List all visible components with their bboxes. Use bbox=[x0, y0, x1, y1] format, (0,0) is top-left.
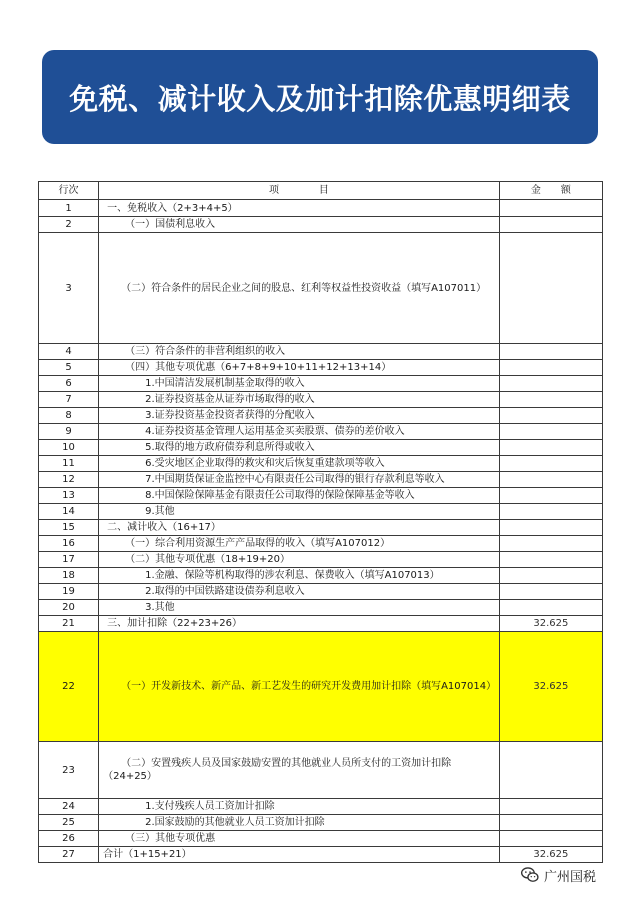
row-amount bbox=[499, 520, 602, 536]
row-item: （二）其他专项优惠（18+19+20） bbox=[125, 554, 291, 565]
row-item: （三）其他专项优惠 bbox=[125, 833, 216, 844]
row-item: 7.中国期货保证金监控中心有限责任公司取得的银行存款利息等收入 bbox=[145, 474, 445, 485]
row-item: （一）开发新技术、新产品、新工艺发生的研究开发费用加计扣除（填写A107014） bbox=[121, 681, 497, 692]
table-row bbox=[39, 424, 603, 440]
row-amount: 32.625 bbox=[499, 847, 602, 863]
page-title: 免税、减计收入及加计扣除优惠明细表 bbox=[69, 81, 571, 116]
row-number: 3 bbox=[39, 233, 99, 344]
row-amount bbox=[499, 815, 602, 831]
row-amount: 32.625 bbox=[499, 616, 602, 632]
table-row bbox=[39, 815, 603, 831]
watermark-text: 广州国税 bbox=[544, 869, 597, 885]
row-number: 19 bbox=[39, 584, 99, 600]
row-item: （一）国债利息收入 bbox=[125, 219, 216, 230]
row-number: 1 bbox=[39, 200, 99, 217]
row-amount bbox=[499, 233, 602, 344]
wechat-icon bbox=[520, 865, 540, 885]
title-banner bbox=[42, 50, 598, 144]
row-item: 3.证券投资基金投资者获得的分配收入 bbox=[145, 410, 315, 421]
row-item: 8.中国保险保障基金有限责任公司取得的保险保障基金等收入 bbox=[145, 490, 415, 501]
row-number: 17 bbox=[39, 552, 99, 568]
row-item: 9.其他 bbox=[145, 506, 175, 517]
row-item: （二）符合条件的居民企业之间的股息、红利等权益性投资收益（填写A107011） bbox=[121, 282, 487, 294]
row-item: 二、减计收入（16+17） bbox=[107, 522, 221, 533]
row-item: （二）安置残疾人员及国家鼓励安置的其他就业人员所支付的工资加计扣除（24+25） bbox=[103, 758, 452, 782]
row-amount bbox=[499, 504, 602, 520]
row-amount bbox=[499, 552, 602, 568]
row-amount bbox=[499, 217, 602, 233]
table-row bbox=[39, 456, 603, 472]
table-row-highlighted bbox=[39, 632, 603, 742]
row-item: 合计（1+15+21） bbox=[103, 849, 192, 860]
row-number: 13 bbox=[39, 488, 99, 504]
table-row bbox=[39, 217, 603, 233]
row-item: （三）符合条件的非营利组织的收入 bbox=[125, 346, 286, 357]
watermark bbox=[520, 862, 596, 888]
row-amount bbox=[499, 376, 602, 392]
row-item: 2.取得的中国铁路建设债券利息收入 bbox=[145, 586, 305, 597]
row-number: 22 bbox=[39, 632, 99, 742]
row-amount bbox=[499, 831, 602, 847]
row-amount bbox=[499, 424, 602, 440]
row-number: 10 bbox=[39, 440, 99, 456]
table-row bbox=[39, 742, 603, 799]
row-number: 16 bbox=[39, 536, 99, 552]
row-amount bbox=[499, 742, 602, 799]
row-amount bbox=[499, 536, 602, 552]
row-item: （四）其他专项优惠（6+7+8+9+10+11+12+13+14） bbox=[125, 362, 392, 373]
table-row bbox=[39, 520, 603, 536]
table-row-total bbox=[39, 847, 603, 863]
row-number: 27 bbox=[39, 847, 99, 863]
row-amount bbox=[499, 488, 602, 504]
table-row bbox=[39, 408, 603, 424]
table-row bbox=[39, 504, 603, 520]
row-item: 2.国家鼓励的其他就业人员工资加计扣除 bbox=[145, 817, 325, 828]
row-amount bbox=[499, 568, 602, 584]
table-row bbox=[39, 344, 603, 360]
table-row bbox=[39, 488, 603, 504]
row-number: 14 bbox=[39, 504, 99, 520]
table-row bbox=[39, 831, 603, 847]
row-item: 6.受灾地区企业取得的救灾和灾后恢复重建款项等收入 bbox=[145, 458, 385, 469]
row-amount bbox=[499, 408, 602, 424]
table-header-row bbox=[39, 182, 603, 200]
row-number: 18 bbox=[39, 568, 99, 584]
row-number: 8 bbox=[39, 408, 99, 424]
table-row bbox=[39, 536, 603, 552]
detail-table bbox=[38, 181, 603, 863]
row-number: 6 bbox=[39, 376, 99, 392]
row-number: 5 bbox=[39, 360, 99, 376]
row-amount bbox=[499, 344, 602, 360]
table-row bbox=[39, 200, 603, 217]
row-amount bbox=[499, 600, 602, 616]
row-number: 15 bbox=[39, 520, 99, 536]
table-row bbox=[39, 360, 603, 376]
row-item: 2.证券投资基金从证券市场取得的收入 bbox=[145, 394, 315, 405]
table-row bbox=[39, 552, 603, 568]
table-row bbox=[39, 440, 603, 456]
header-amount: 金 额 bbox=[499, 182, 602, 200]
row-number: 21 bbox=[39, 616, 99, 632]
row-number: 4 bbox=[39, 344, 99, 360]
row-amount: 32.625 bbox=[499, 632, 602, 742]
table-row bbox=[39, 616, 603, 632]
row-number: 12 bbox=[39, 472, 99, 488]
row-amount bbox=[499, 799, 602, 815]
row-number: 26 bbox=[39, 831, 99, 847]
row-amount bbox=[499, 472, 602, 488]
table-row bbox=[39, 600, 603, 616]
row-item: （一）综合利用资源生产产品取得的收入（填写A107012） bbox=[125, 538, 391, 549]
row-amount bbox=[499, 392, 602, 408]
row-item: 4.证券投资基金管理人运用基金买卖股票、债券的差价收入 bbox=[145, 426, 405, 437]
row-item: 1.支付残疾人员工资加计扣除 bbox=[145, 801, 275, 812]
row-number: 11 bbox=[39, 456, 99, 472]
row-amount bbox=[499, 456, 602, 472]
table-row bbox=[39, 376, 603, 392]
row-number: 2 bbox=[39, 217, 99, 233]
header-item: 项 目 bbox=[99, 182, 500, 200]
header-row-number: 行次 bbox=[39, 182, 99, 200]
table-row bbox=[39, 799, 603, 815]
table-row bbox=[39, 472, 603, 488]
row-amount bbox=[499, 440, 602, 456]
row-item: 5.取得的地方政府债券利息所得或收入 bbox=[145, 442, 315, 453]
table-row bbox=[39, 233, 603, 344]
row-number: 24 bbox=[39, 799, 99, 815]
row-item: 1.金融、保险等机构取得的涉农利息、保费收入（填写A107013） bbox=[145, 570, 440, 581]
row-amount bbox=[499, 360, 602, 376]
row-amount bbox=[499, 584, 602, 600]
row-item: 一、免税收入（2+3+4+5） bbox=[107, 202, 238, 214]
row-item: 3.其他 bbox=[145, 602, 175, 613]
row-amount bbox=[499, 200, 602, 217]
row-number: 7 bbox=[39, 392, 99, 408]
row-number: 20 bbox=[39, 600, 99, 616]
row-item: 三、加计扣除（22+23+26） bbox=[107, 618, 243, 629]
row-number: 23 bbox=[39, 742, 99, 799]
table-row bbox=[39, 392, 603, 408]
row-number: 25 bbox=[39, 815, 99, 831]
row-number: 9 bbox=[39, 424, 99, 440]
row-item: 1.中国清洁发展机制基金取得的收入 bbox=[145, 378, 305, 389]
table-body bbox=[39, 200, 603, 863]
table-row bbox=[39, 584, 603, 600]
table-row bbox=[39, 568, 603, 584]
